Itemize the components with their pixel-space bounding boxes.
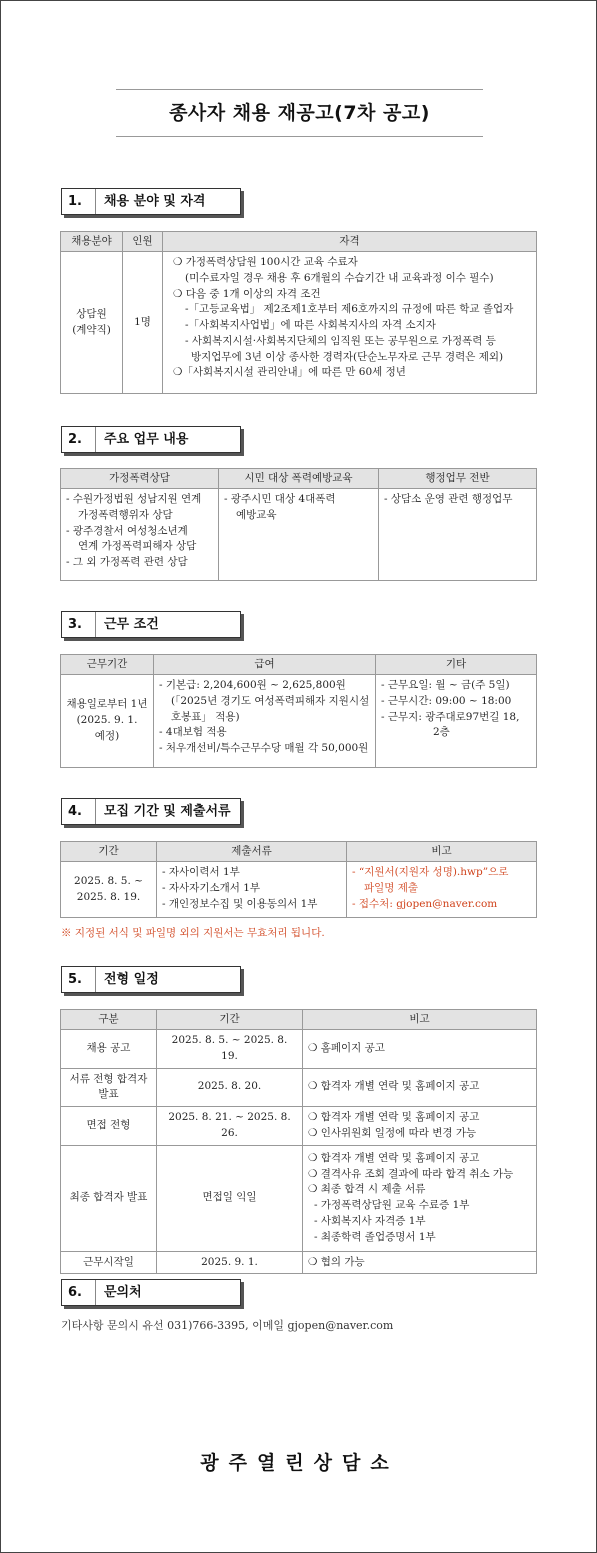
stage-line: 서류 전형 합격자	[69, 1072, 148, 1085]
section-number: 4.	[68, 799, 96, 824]
section-number: 2.	[68, 427, 96, 452]
note-line: ❍ 홈페이지 공고	[308, 1041, 385, 1054]
stage-cell: 면접 전형	[61, 1107, 157, 1146]
title-box	[116, 89, 483, 137]
table-row	[61, 1068, 537, 1107]
document-line: - 개인정보수집 및 이용동의서 1부	[162, 897, 318, 910]
note-line: ❍ 합격자 개별 연락 및 홈페이지 공고	[308, 1111, 480, 1123]
table-row	[61, 1251, 537, 1274]
header-qualification: 자격	[163, 232, 537, 252]
header-app-period: 기간	[61, 842, 157, 862]
section-title: 근무 조건	[104, 616, 159, 632]
qual-line: ❍ 다음 중 1개 이상의 자격 조건	[173, 287, 321, 300]
period-line: 예정)	[94, 729, 120, 742]
duty-line: - 수원가정법원 성남지원 연계	[66, 493, 202, 505]
schedule-period-cell: 면접일 익일	[157, 1145, 303, 1251]
note-line: - 사회복지사 자격증 1부	[314, 1214, 426, 1227]
pay-line: - 기본급: 2,204,600원 ~ 2,625,800원	[159, 679, 346, 691]
pay-cell	[154, 675, 376, 768]
section-title: 문의처	[104, 1284, 142, 1300]
table-row	[61, 1107, 537, 1146]
note-line: ❍ 인사위원회 일정에 따라 변경 가능	[308, 1126, 477, 1139]
qual-line: -「고등교육법」 제2조제1호부터 제6호까지의 규정에 따른 학교 졸업자	[185, 303, 514, 316]
section-title: 모집 기간 및 제출서류	[104, 803, 231, 819]
note-line: ❍ 결격사유 조회 결과에 따라 합격 취소 가능	[308, 1167, 514, 1180]
field-cell	[61, 252, 123, 394]
header-pay: 급여	[154, 655, 376, 675]
count-cell: 1명	[123, 252, 163, 394]
section-3-heading	[61, 611, 241, 638]
section-6-heading	[61, 1279, 241, 1306]
app-period-line: 2025. 8. 19.	[76, 890, 141, 903]
note-line: - 가정폭력상담원 교육 수료증 1부	[314, 1199, 470, 1211]
schedule-table	[60, 1009, 537, 1274]
duty-line: 예방교육	[236, 508, 277, 521]
header-admin: 행정업무 전반	[379, 469, 537, 489]
pay-line: - 4대보험 적용	[159, 726, 227, 739]
note-line: ❍ 합격자 개별 연락 및 홈페이지 공고	[308, 1080, 480, 1093]
education-cell	[219, 489, 379, 581]
section-number: 5.	[68, 967, 96, 992]
period-line: 채용일로부터 1년	[66, 698, 148, 711]
qualification-table	[60, 231, 537, 394]
note-line: ❍ 합격자 개별 연락 및 홈페이지 공고	[308, 1151, 480, 1164]
pay-line: (「2025년 경기도 여성폭력피해자 지원시설	[171, 694, 370, 707]
admin-cell	[379, 489, 537, 581]
schedule-period-cell: 2025. 8. 20.	[157, 1068, 303, 1107]
stage-cell: 최종 합격자 발표	[61, 1145, 157, 1251]
qual-line: ❍ 가정폭력상담원 100시간 교육 수료자	[173, 256, 358, 268]
header-etc: 기타	[376, 655, 537, 675]
stage-cell: 채용 공고	[61, 1030, 157, 1069]
period-line: (2025. 9. 1.	[76, 714, 138, 727]
remarks-cell	[347, 862, 537, 918]
table-row	[61, 1030, 537, 1069]
schedule-period-cell: 2025. 8. 21. ~ 2025. 8. 26.	[157, 1107, 303, 1146]
duty-line: - 광주시민 대상 4대폭력	[224, 493, 336, 505]
header-stage: 구분	[61, 1010, 157, 1030]
schedule-period-cell: 2025. 8. 5. ~ 2025. 8. 19.	[157, 1030, 303, 1069]
etc-line: 2층	[433, 726, 450, 739]
section-number: 6.	[68, 1280, 96, 1305]
etc-line: - 근무요일: 월 ~ 금(주 5일)	[381, 679, 510, 691]
qual-line: 방지업무에 3년 이상 종사한 경력자(단순노무자로 근무 경력은 제외)	[191, 350, 504, 363]
remark-line: 파일명 제출	[364, 881, 419, 894]
header-field: 채용분야	[61, 232, 123, 252]
document-line: - 자사자기소개서 1부	[162, 881, 261, 894]
stage-cell	[61, 1068, 157, 1107]
header-education: 시민 대상 폭력예방교육	[219, 469, 379, 489]
header-count: 인원	[123, 232, 163, 252]
note-line: - 최종학력 졸업증명서 1부	[314, 1230, 436, 1243]
stage-cell: 근무시작일	[61, 1251, 157, 1274]
stage-line: 발표	[98, 1088, 119, 1101]
schedule-period-cell: 2025. 9. 1.	[157, 1251, 303, 1274]
etc-cell	[376, 675, 537, 768]
note-line: ❍ 협의 가능	[308, 1255, 365, 1268]
application-table	[60, 841, 537, 918]
field-type: (계약직)	[72, 323, 111, 336]
section-number: 1.	[68, 189, 96, 214]
conditions-table	[60, 654, 537, 768]
duty-line: 가정폭력행위자 상담	[78, 508, 173, 521]
section-title: 전형 일정	[104, 971, 159, 987]
document-line: - 자사이력서 1부	[162, 866, 240, 878]
section-title: 주요 업무 내용	[104, 431, 189, 447]
email-link[interactable]: - 접수처: gjopen@naver.com	[352, 897, 498, 910]
etc-line: - 근무지: 광주대로97번길 18,	[381, 710, 520, 723]
app-period-cell	[61, 862, 157, 918]
qual-line: -「사회복지사업법」에 따른 사회복지사의 자격 소지자	[185, 319, 436, 331]
section-number: 3.	[68, 612, 96, 637]
qualification-cell	[163, 252, 537, 394]
qual-line: - 사회복지시설·사회복지단체의 임직원 또는 공무원으로 가정폭력 등	[185, 334, 496, 347]
qual-line: ❍「사회복지시설 관리안내」에 따른 만 60세 정년	[173, 366, 406, 379]
documents-cell	[157, 862, 347, 918]
duty-line: 연계 가정폭력피해자 상담	[78, 540, 197, 553]
header-period: 근무기간	[61, 655, 154, 675]
qual-line: (미수료자일 경우 채용 후 6개월의 수습기간 내 교육과정 이수 필수)	[185, 271, 494, 284]
field-name: 상담원	[76, 307, 107, 320]
schedule-notes-cell	[303, 1251, 537, 1274]
duties-table	[60, 468, 537, 581]
contact-info: 기타사항 문의시 유선 031)766-3395, 이메일 gjopen@naver.com	[61, 1319, 394, 1332]
section-4-heading	[61, 798, 241, 825]
remark-line: - “지원서(지원자 성명).hwp”으로	[352, 866, 509, 878]
note-line: ❍ 최종 합격 시 제출 서류	[308, 1183, 426, 1196]
etc-line: - 근무시간: 09:00 ~ 18:00	[381, 694, 512, 707]
invalid-notice: ※ 지정된 서식 및 파일명 외의 지원서는 무효처리 됩니다.	[61, 927, 325, 939]
header-counseling: 가정폭력상담	[61, 469, 219, 489]
schedule-notes-cell	[303, 1145, 537, 1251]
duty-line: - 그 외 가정폭력 관련 상담	[66, 556, 188, 568]
table-row	[61, 1145, 537, 1251]
section-5-heading	[61, 966, 241, 993]
duty-line: - 상담소 운영 관련 행정업무	[384, 493, 513, 505]
organization-name: 광주열린상담소	[200, 1452, 399, 1474]
period-cell	[61, 675, 154, 768]
section-2-heading	[61, 426, 241, 453]
schedule-notes-cell	[303, 1030, 537, 1069]
schedule-notes-cell	[303, 1107, 537, 1146]
page-title: 종사자 채용 재공고(7차 공고)	[169, 101, 430, 124]
app-period-line: 2025. 8. 5. ~	[74, 874, 143, 887]
duty-line: - 광주경찰서 여성청소년계	[66, 524, 188, 537]
header-documents: 제출서류	[157, 842, 347, 862]
header-schedule-notes: 비고	[303, 1010, 537, 1030]
schedule-notes-cell	[303, 1068, 537, 1107]
pay-line: 호봉표」 적용)	[171, 710, 240, 723]
counseling-cell	[61, 489, 219, 581]
header-schedule-period: 기간	[157, 1010, 303, 1030]
header-remarks: 비고	[347, 842, 537, 862]
pay-line: - 처우개선비/특수근무수당 매월 각 50,000원	[159, 742, 369, 754]
section-title: 채용 분야 및 자격	[104, 193, 206, 209]
section-1-heading	[61, 188, 241, 215]
